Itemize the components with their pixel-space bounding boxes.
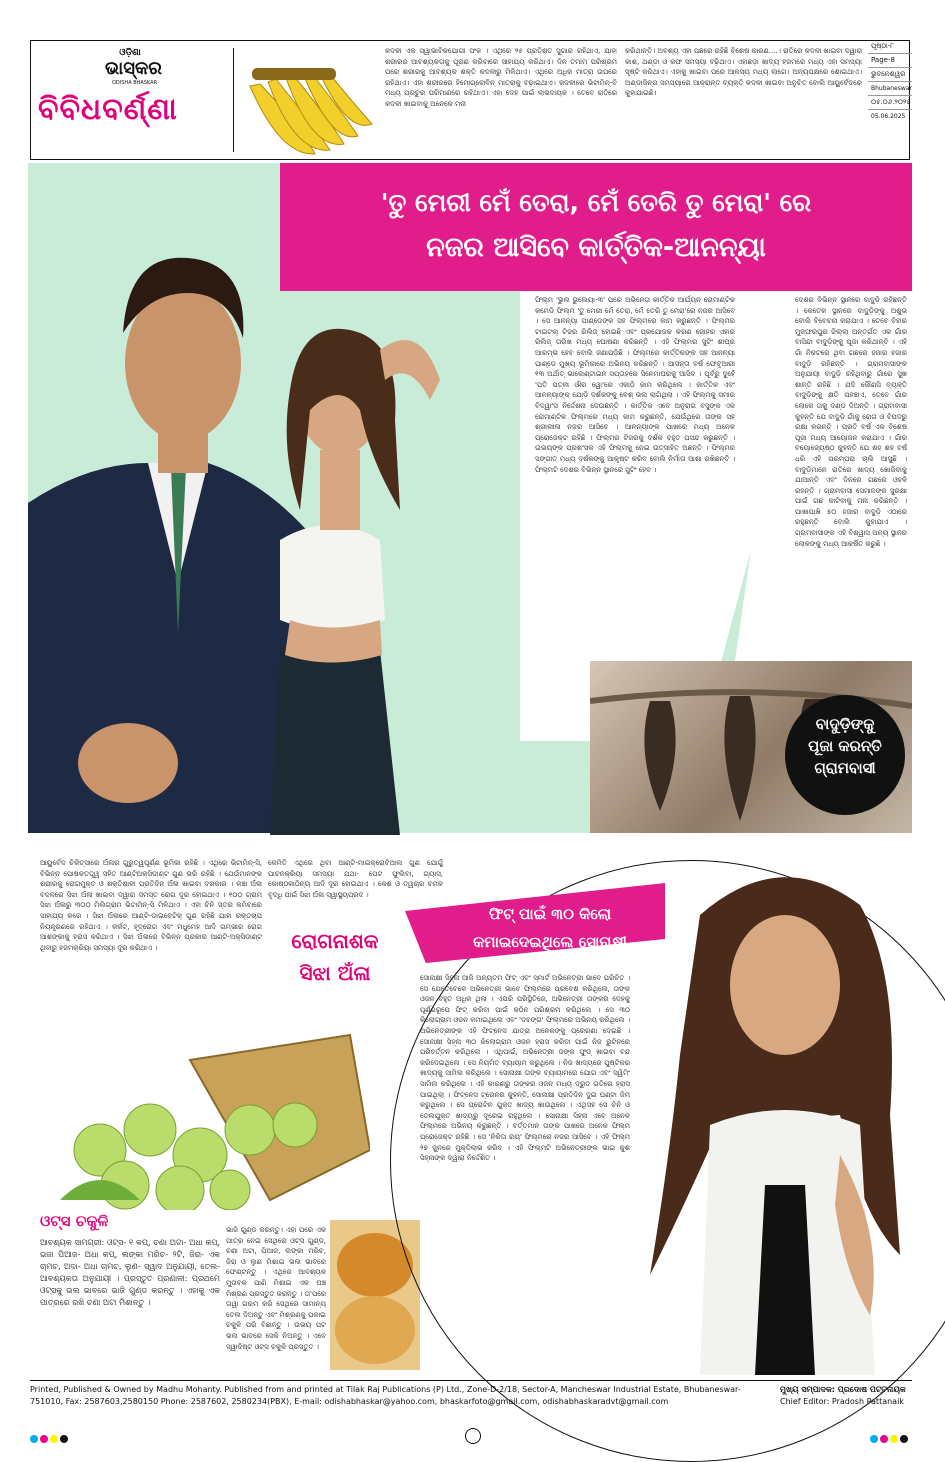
- footer-imprint: Printed, Published & Owned by Madhu Mohanty. Published from and printed at Tilak Raj Publications (P) Ltd., Zone-D-2/18, Sector-A, Mancheswar Industrial Estate, Bhubaneswar-751010, Fax: 2587603,2580150 Phone: 2587602, 2580234(PBX), E-mail: odishabhaskar@yahoo.com, bhaskarfoto@gmail.com, odishabhaskaradvt@gmail.com: [30, 1385, 741, 1406]
- recipe-body-left: ଆବଶ୍ୟକ ସାମଗ୍ରୀ: ଓଟ୍ସ- ୧ କପ୍, ଚଣା ଅଟା- ଅଧା କପ୍, ଭଜା ପିଆଜ- ଅଧା କପ୍, ଲଙ୍କା ମରିଚ- ୨ଟି, ଜିରା- ଏକ ଚାମଚ, ଅଦା- ଅଧା ଚାମଚ, ଲୁଣ- ସ୍ୱାଦ ଅନୁଯାୟୀ, ତେଲ- ଆବଶ୍ୟକତା ଅନୁଯାୟୀ । ପ୍ରସ୍ତୁତ ପ୍ରଣାଳୀ: ପ୍ରଥମେ ଓଟ୍ସକୁ ଭଲ ଭାବରେ ଭାଜି ଗୁଣ୍ଡ କରନ୍ତୁ । ଏହାକୁ ଏକ ପାତ୍ରରେ ରଖି ଚଣା ଅଟା ମିଶାନ୍ତୁ ।: [40, 1238, 220, 1307]
- chief-editor-en: Chief Editor: Pradosh Pattanaik: [780, 1397, 904, 1406]
- sonakshi-headline-line1: ଫିଟ୍ ପାଇଁ ୩୦ କିଲୋ: [488, 905, 612, 923]
- date-en: 05.06.2025: [871, 113, 906, 120]
- amla-title-line2: ସିଝା ଅଁଳା: [299, 961, 371, 985]
- chief-editor: [780, 1384, 915, 1408]
- kartik-article-body: ଫିଲ୍ମ 'ଭୁଲ ଭୁଲେୟା-୩' ପରେ ଅଭିନେତା କାର୍ତ୍ତିକ ଆର୍ଯ୍ୟନ ରୋମାଣ୍ଟିକ କମେଡି ଫିଲ୍ମ 'ତୁ ମେରୀ ମେଁ ତେରା, ମେଁ ତେରି ତୁ ମେରା'ରେ ନଜର ଆସିବେ । ସେ ଆନନ୍ୟା ପାଣ୍ଡେଙ୍କ ସହ ଫିଲ୍ମରେ କାମ କରୁଛନ୍ତି । ଫିଲ୍ମର ଟାଇଟଲ୍ ଟିଜର ରିଲିଜ୍ ହୋଇଛି ଏବଂ ପ୍ରଯୋଜକ କରଣ ଜୋହର ଏହାର ରିଲିଜ୍ ତାରିଖ ମଧ୍ୟ ଘୋଷଣା କରିଛନ୍ତି । ଏହି ଫିଲ୍ମର ସୁଟିଂ ଶୀଘ୍ର ଆରମ୍ଭ ହେବ ବୋଲି ଜଣାପଡ଼ିଛି । ଫିଲ୍ମରେ କାର୍ତ୍ତିକଙ୍କ ସହ ଆନନ୍ୟା ପାଣ୍ଡେ ମୁଖ୍ୟ ଭୂମିକାରେ ଅଭିନୟ କରିଛନ୍ତି । ଆସନ୍ତା ବର୍ଷ ଫେବୃଆରୀ ୧୩ ଅର୍ଥାତ୍ ଭାଲେଣ୍ଟାଇନ ସପ୍ତାହରେ ସିନେମାଘରକୁ ଆସିବ । ପୂର୍ବରୁ ଦୁହେଁ 'ପତି ପତ୍ନୀ ଔର ୱୋ'ରେ ଏକାଠି କାମ କରିଥିଲେ । କାର୍ତ୍ତିକ ଏବଂ ଆନନ୍ୟାଙ୍କ ଯୋଡ଼ି ଦର୍ଶକଙ୍କୁ ବେଶ୍ ଭଲ ଲାଗିଥିଲା । ଏହି ଫିଲ୍ମକୁ ସମୀର ବିଦ୍ୱାଂସ ନିର୍ଦ୍ଦେଶନା ଦେଉଛନ୍ତି । କାର୍ତ୍ତିକ ଏବେ ଅନୁରାଗ ବସୁଙ୍କ ଏକ ରୋମାଣ୍ଟିକ ଫିଲ୍ମରେ ମଧ୍ୟ କାମ କରୁଛନ୍ତି, ଯେଉଁଥିରେ ତାଙ୍କ ସହ ଶ୍ରୀଲୀଳା ନଜର ଆସିବେ । ଆନନ୍ୟାଙ୍କ ପାଖରେ ମଧ୍ୟ ଅନେକ ପ୍ରୋଜେକ୍ଟ ରହିଛି । ଫିଲ୍ମର ଟିଜରକୁ ଦର୍ଶକ ବହୁତ ପସନ୍ଦ କରୁଛନ୍ତି । ଉଭୟଙ୍କ ପ୍ରଶଂସକ ଏହି ଫିଲ୍ମକୁ ନେଇ ଉତ୍ସାହିତ ଅଛନ୍ତି । ଫିଲ୍ମର ସଙ୍ଗୀତ ମଧ୍ୟ ଦର୍ଶକଙ୍କୁ ଆକୃଷ୍ଟ କରିବ ବୋଲି ନିର୍ମାତା ଆଶା ରଖିଛନ୍ତି । ଫିଲ୍ମଟି ଦେଶର ବିଭିନ୍ନ ସ୍ଥାନରେ ସୁଟିଂ ହେବ ।: [535, 296, 735, 474]
- page-number-od: ପୃଷ୍ଠା-୮: [868, 40, 912, 54]
- footer-rule: [30, 1380, 912, 1381]
- recipe-title: ଓଟ୍ସ ଚକୁଳି: [40, 1212, 109, 1230]
- bats-badge-line1: ବାଦୁଡ଼ିଙ୍କୁ: [815, 715, 875, 733]
- masthead-logo: ଭାସ୍କର: [105, 58, 162, 79]
- sonakshi-photo: [640, 855, 915, 1375]
- bats-badge: [785, 695, 905, 815]
- kartik-headline-line2: ନଜର ଆସିବେ କାର୍ତ୍ତିକ-ଆନନ୍ୟା: [426, 232, 766, 263]
- kartik-headline-band: [280, 163, 912, 291]
- amla-photo: [40, 1030, 370, 1210]
- page-number-en: Page-8: [868, 54, 912, 68]
- amla-article-left: ଆୟୁର୍ବେଦ ଚିକିତ୍ସାରେ ଅଁଳାର ଗୁରୁତ୍ୱପୂର୍ଣ୍ଣ ଭୂମିକା ରହିଛି । ଏଥିରେ ଭିଟାମିନ୍-ସି, ବିଭିନ୍ନ ପୋଷକତତ୍ତ୍ୱ ସହିତ ଆଣ୍ଟିଅକ୍ସିଡାଣ୍ଟ ଗୁଣ ଭରି ରହିଛି । ଯେଉଁମାନଙ୍କ ଶରୀରକୁ ରୋଗମୁକ୍ତ ଓ ଶକ୍ତିଶାଳୀ ପ୍ରତିଦିନ ଅଁଳା ଖାଇବା ଦରକାର । କଞ୍ଚା ଅଁଳା ବଦଳରେ ସିଝା ଅଁଳା ଖାଇବା ଦ୍ୱାରା ସମସ୍ତ ରୋଗ ଦୂର ହୋଇଥାଏ । ୧୦୦ ଗ୍ରାମ ସିଝା ଅଁଳାରୁ ୩୦୦ ମିଲିଗ୍ରାମ ଭିଟାମିନ୍-ସି ମିଳିଥାଏ । ଏହା ଚିନି ସ୍ତର କମିବାରେ ସାହାଯ୍ୟ କରେ । ସିଝା ଅଁଳାରେ ଆଣ୍ଟି-ଡାଇବେଟିକ୍ ଗୁଣ ରହିଛି ଯାହା ରକ୍ତଚାପ ନିୟନ୍ତ୍ରଣରେ ରହିଥାଏ । କର୍କଟ, ହୃଦ୍‌ରୋଗ ଏବଂ ମଧୁମେହ ଆଦି ଗମ୍ଭୀର ରୋଗ ଆଶଙ୍କାକୁ ହ୍ରାସ କରିଥାଏ । ସିଝା ଅଁଳାରେ ବିଭିନ୍ନ ପ୍ରକାର ଆଣ୍ଟି-ଅକ୍ସିଡାଣ୍ଟ ଥିବାରୁ ହଜମକ୍ରିୟା ସମସ୍ୟା ଦୂର କରିଥାଏ ।: [40, 859, 262, 952]
- banana-text-left: କଦଳୀ ଏକ ସ୍ୱାଭାବିକଯୋଗୀ ଫଳ । ଏଥିରେ ୨୫ ପ୍ରତିଶତ ସୁଗାର ରହିଥାଏ, ଯାହା ଶରୀରର ଆବଶ୍ୟକତାକୁ ପୂରଣ କରିବାରେ ସାହାଯ୍ୟ କରିଥାଏ। ଦିନ ତମାମ ପରିଶ୍ରମ ପରେ ଶରୀରକୁ ଆବଶ୍ୟକ ଶକ୍ତି କଦଳୀରୁ ମିଳିଥାଏ। ଏଥିରେ ଅଧିକ ମାତ୍ରା ଉପରେ ରହିଥାଏ। ଏହା ଶରୀରରେ ହିମୋଗ୍ଲୋବିନ୍ ମାତ୍ରାକୁ ବଢ଼ାଇଥାଏ। କଦଳୀରେ ଭିଟାମିନ୍-ବି ମଧ୍ୟ ପ୍ରଚୁର ପରିମାଣରେ ରହିଥାଏ। ଏହା ଦେହ ପାଇଁ ଲାଭଦାୟକ । ତେବେ ରାତିରେ କଦଳୀ ଖାଇବାକୁ ଅନେକେ ମନା: [385, 47, 617, 108]
- registration-mark: [465, 1428, 481, 1444]
- cmyk-marks: [30, 1428, 70, 1447]
- banana-text-right: କରିଥାନ୍ତି। ଅବଶ୍ୟ ଏହା ପଛରେ ରହିଛି ବିଶେଷ କାରଣ....। ରାତିରେ କଦଳୀ ଖାଇବା ଦ୍ୱାରା କାଶ, ଥଣ୍ଡା ଓ କଫ ସମସ୍ୟା ବଢ଼ିଥାଏ। ଏହାଛଡ଼ା ଖାଦ୍ୟ ହଜମରେ ମଧ୍ୟ ଏହା ସମସ୍ୟା ସୃଷ୍ଟି କରିଥାଏ। ଏହାକୁ ଖାଇବା ପରେ ଆଳସ୍ୟ ମଧ୍ୟ ଲାଗେ। ଅନ୍ୟପକ୍ଷରେ ଶୋଇଥାଏ। ଅଣ୍ଡାଜିନ୍‌ର ସମସ୍ୟାରେ ଆକ୍ରାନ୍ତ ବ୍ୟକ୍ତି କଦଳୀ ଖାଇବା ଅନୁଚିତ ବୋଲି ଆୟୁର୍ବେଦରେ କୁହାଯାଇଛି।: [625, 47, 862, 98]
- amla-article-right: କେମିତି ଏଥିରେ ଥିବା ଆଣ୍ଟି-ମାଇକ୍ରୋବିଆଲ ଗୁଣ ଯୋଗୁଁ ପାଚନକ୍ରିୟା ସମସ୍ୟା ଯଥା- ପେଟ ଫୁଲିବା, ଗ୍ୟାସ, କୋଷ୍ଠକାଠିନ୍ୟ ଆଦି ଦୂର ହୋଇଥାଏ । କେଶ ଓ ତ୍ୱଚାର ଚମକ ବୃଦ୍ଧି ପାଇଁ ସିଝା ଅଁଳା ସ୍ୱାସ୍ଥ୍ୟପ୍ରଦ ।: [268, 859, 443, 899]
- banana-image: [240, 46, 380, 156]
- amla-title-line1: ରୋଗନାଶକ: [291, 929, 379, 953]
- bats-badge-line2: ପୂଜା କରନ୍ତି: [808, 737, 882, 755]
- bats-article-body: ଦେଶର ବିଭିନ୍ନ ସ୍ଥାନରେ ବାଦୁଡ଼ି ରହିଛନ୍ତି । କେତେକ ସ୍ଥାନରେ ବାଦୁଡ଼ିଙ୍କୁ ଅଶୁଭ ବୋଲି ବିବେଚନା କରାଯାଏ । ତେବେ ବିହାର ମୁଜଫରପୁର ଜିଲ୍ଲା ଅନ୍ତର୍ଗତ ଏକ ଗାଁର ବାସିନ୍ଦା ବାଦୁଡ଼ିଙ୍କୁ ପୂଜା କରିଥାନ୍ତି । ଏହି ଗାଁ ନିକଟରେ ଥିବା ଗଛରେ ହଜାର ହଜାର ବାଦୁଡ଼ି ରହିଛନ୍ତି । ଗ୍ରାମବାସୀଙ୍କ ଅନୁଯାୟୀ ବାଦୁଡ଼ି ରହିଥିବାରୁ ଗାଁରେ ସୁଖ ଶାନ୍ତି ରହିଛି । ଯଦି କୌଣସି ବ୍ୟକ୍ତି ବାଦୁଡ଼ିଙ୍କୁ କ୍ଷତି ପହଞ୍ଚାଏ, ତେବେ ଗାଁର ଲୋକେ ତାକୁ ଦଣ୍ଡ ଦିଅନ୍ତି । ଗ୍ରାମବାସୀ କୁହନ୍ତି ଯେ ବାଦୁଡ଼ି ଗାଁକୁ ରୋଗ ଓ ବିପଦରୁ ରକ୍ଷା କରନ୍ତି । ପ୍ରତି ବର୍ଷ ଏକ ବିଶେଷ ପୂଜା ମଧ୍ୟ ଆୟୋଜନ କରାଯାଏ । ଗାଁର ବୟୋଜ୍ୟେଷ୍ଠ କୁହନ୍ତି ଯେ ଶହ ଶହ ବର୍ଷ ଧରି ଏହି ପରମ୍ପରା ଚାଲି ଆସୁଛି । ବାଦୁଡ଼ିମାନେ ରାତିରେ ଖାଦ୍ୟ ଖୋଜିବାକୁ ଯାଆନ୍ତି ଏବଂ ଦିନରେ ଗଛରେ ଓହଳି ରହନ୍ତି । ଗ୍ରାମବାସୀ ସେମାନଙ୍କ ସୁରକ୍ଷା ପାଇଁ ଗଛ କାଟିବାକୁ ମନା କରିଛନ୍ତି । ପାଖାପାଖି ୫୦ ହଜାର ବାଦୁଡ଼ି ଏଠାରେ ରହୁଛନ୍ତି ବୋଲି କୁହାଯାଏ । ଗ୍ରାମବାସୀଙ୍କ ଏହି ବିଶ୍ୱାସ ଅନ୍ୟ ସ୍ଥାନର ଲୋକଙ୍କୁ ମଧ୍ୟ ଆକର୍ଷିତ କରୁଛି ।: [795, 296, 907, 548]
- city-en: Bhubaneswar: [868, 82, 912, 96]
- sonakshi-headline: [445, 900, 655, 956]
- recipe-body-right: ଭାଜି ଗୁଣ୍ଡ କରନ୍ତୁ। ଏହା ପରେ ଏକ ପାତ୍ର ନେଇ ସେଥିରେ ଓଟ୍ସ ଗୁଣ୍ଡ, ଚଣା ଅଟା, ପିଆଜ, ଲଙ୍କା ମରିଚ, ଜିରା ଓ ଲୁଣ ମିଶାଇ ଭଲ ଭାବରେ ଫେଣ୍ଟନ୍ତୁ । ଏଥିରେ ଆବଶ୍ୟକ ମୁତାବକ ପାଣି ମିଶାଇ ଏକ ଘଞ୍ଚ ମିଶ୍ରଣ ପ୍ରସ୍ତୁତ କରନ୍ତୁ । ତା'ପରେ ତାୱା ଗରମ କରି ସେଥିରେ ସାମାନ୍ୟ ତେଲ ଦିଅନ୍ତୁ ଏବଂ ମିଶ୍ରଣକୁ ପକାଇ ଚକୁଳି ପରି ବିଛାନ୍ତୁ । ଉଭୟ ପଟ ଭଲ ଭାବରେ ସେକି ନିଅନ୍ତୁ । ଏବେ ସ୍ୱାଦିଷ୍ଟ ଓଟ୍ସ ଚକୁଳି ପ୍ରସ୍ତୁତ ।: [226, 1226, 326, 1351]
- section-title: ବିବିଧବର୍ଣ୍ଣା: [38, 92, 178, 127]
- page-info: [868, 40, 912, 160]
- city-od: ଭୁବନେଶ୍ୱର: [868, 68, 912, 82]
- date-od: ୦୫.୦୬.୨୦୨୫: [868, 96, 912, 110]
- divider: [233, 48, 234, 152]
- cmyk-marks-right: [870, 1428, 910, 1447]
- sonakshi-article-body: ସୋନାକ୍ଷୀ ସିହ୍ନା ଆଜି ଅନ୍ୟତମ ଫିଟ୍ ଏବଂ ସ୍ମାର୍ଟ ଅଭିନେତ୍ରୀ ଭାବେ ପରିଚିତ । ସେ ଯେତେବେଳେ ଅଭିନେତ୍ରୀ ଭାବେ ଫିଲ୍ମରେ ପ୍ରବେଶ କରିଥିଲେ, ତାଙ୍କ ଓଜନ ବହୁତ ଅଧିକ ଥିଲା । ଏପରି ପରିସ୍ଥିତିରେ, ଅଭିନେତ୍ରୀ ତାଙ୍କର ଦେହକୁ ପୂର୍ଣ୍ଣରୂପେ ଫିଟ୍ କରିବା ପାଇଁ କଠିନ ପରିଶ୍ରମ କରିଥିଲେ । ସେ ୩୦ କିଲୋଗ୍ରାମ ଓଜନ କମାଇଥିଲେ ଏବଂ 'ଦବଙ୍ଗ' ଫିଲ୍ମରେ ଅଭିନୟ କରିଥିଲେ । ଅଭିନେତ୍ରୀଙ୍କ ଏହି ଫିଟ୍‌ନେସ ଯାତ୍ରା ଅନେକଙ୍କୁ ପ୍ରେରଣା ଦେଇଛି । ସୋନାକ୍ଷୀ ସିହ୍ନା ୩୦ କିଲୋଗ୍ରାମ ଓଜନ ହ୍ରାସ କରିବା ପାଇଁ ନିଜ ରୁଟିନରେ ପରିବର୍ତ୍ତନ କରିଥିଲେ । ଏଥିପାଇଁ, ଅଭିନେତ୍ରୀ ଜଙ୍କ ଫୁଡ୍ ଖାଇବା ବନ୍ଦ କରିଦେଇଥିଲେ । ସେ ନିୟମିତ ବ୍ୟାୟାମ କରୁଥିଲେ । ନିଜ ଖାଦ୍ୟରେ ପୁଷ୍ଟିକର ଖାଦ୍ୟକୁ ସାମିଲ କରିଥିଲେ । ସୋନାକ୍ଷୀ ତାଙ୍କ ବ୍ୟାୟାମରେ ଯୋଗ ଏବଂ ସ୍ୱିମିଂ ସାମିଲ କରିଥିଲେ । ଏହି କାରଣରୁ ତାଙ୍କର ଓଜନ ମଧ୍ୟ ଦ୍ରୁତ ଗତିରେ ହ୍ରାସ ପାଇଥିଲା । ଫିଟ୍‌ନେସ ଟ୍ରେନର କୁହନ୍ତି, ସୋନାକ୍ଷୀ ପ୍ରତିଦିନ ଦୁଇ ଘଣ୍ଟା ଜିମ୍ କରୁଥିଲେ । ସେ ପ୍ରୋଟିନ ଯୁକ୍ତ ଖାଦ୍ୟ ଖାଉଥିଲେ । ଏଥିସହ ସେ ଚିନି ଓ ତେଲଯୁକ୍ତ ଖାଦ୍ୟରୁ ଦୂରେଇ ରହୁଥିଲେ । ସୋନାକ୍ଷୀ ସିହ୍ନା ଏବେ ଅନେକ ଫିଲ୍ମରେ ଅଭିନୟ କରୁଛନ୍ତି । ବର୍ତ୍ତମାନ ତାଙ୍କ ପାଖରେ ଅନେକ ଫିଲ୍ମ ପ୍ରୋଜେକ୍ଟ ରହିଛି । ସେ 'ନିକିତା ରୟ' ଫିଲ୍ମରେ ନଜର ଆସିବେ । ଏହି ଫିଲ୍ମ ୨୭ ଜୁନରେ ମୁକ୍ତିଲାଭ କରିବ । ଏହି ଫିଲ୍ମଟି ଅଭିନେତ୍ରୀଙ୍କ ଭାଇ କୁଶ ସିହ୍ନାଙ୍କ ଦ୍ୱାରା ନିର୍ଦ୍ଦେଶିତ ।: [420, 974, 630, 1163]
- kartik-headline-line1: 'ତୁ ମେରୀ ମେଁ ତେରା, ମେଁ ତେରି ତୁ ମେରା' ରେ: [380, 188, 812, 217]
- masthead-small: ଓଡ଼ିଶା: [119, 48, 141, 58]
- ananya-photo: [210, 290, 530, 835]
- sonakshi-headline-line2: କମାଇଦେଇଥିଲେ ସୋନାକ୍ଷୀ: [473, 933, 627, 951]
- bats-badge-line3: ଗ୍ରାମବାସୀ: [814, 759, 876, 777]
- amla-title: [270, 925, 400, 989]
- masthead-sub: ODISHA BHASKAR: [112, 80, 158, 86]
- chief-editor-od: ମୁଖ୍ୟ ସମ୍ପାଦକ: ପ୍ରଦୋଷ ପଟ୍ଟନାୟକ: [780, 1385, 906, 1394]
